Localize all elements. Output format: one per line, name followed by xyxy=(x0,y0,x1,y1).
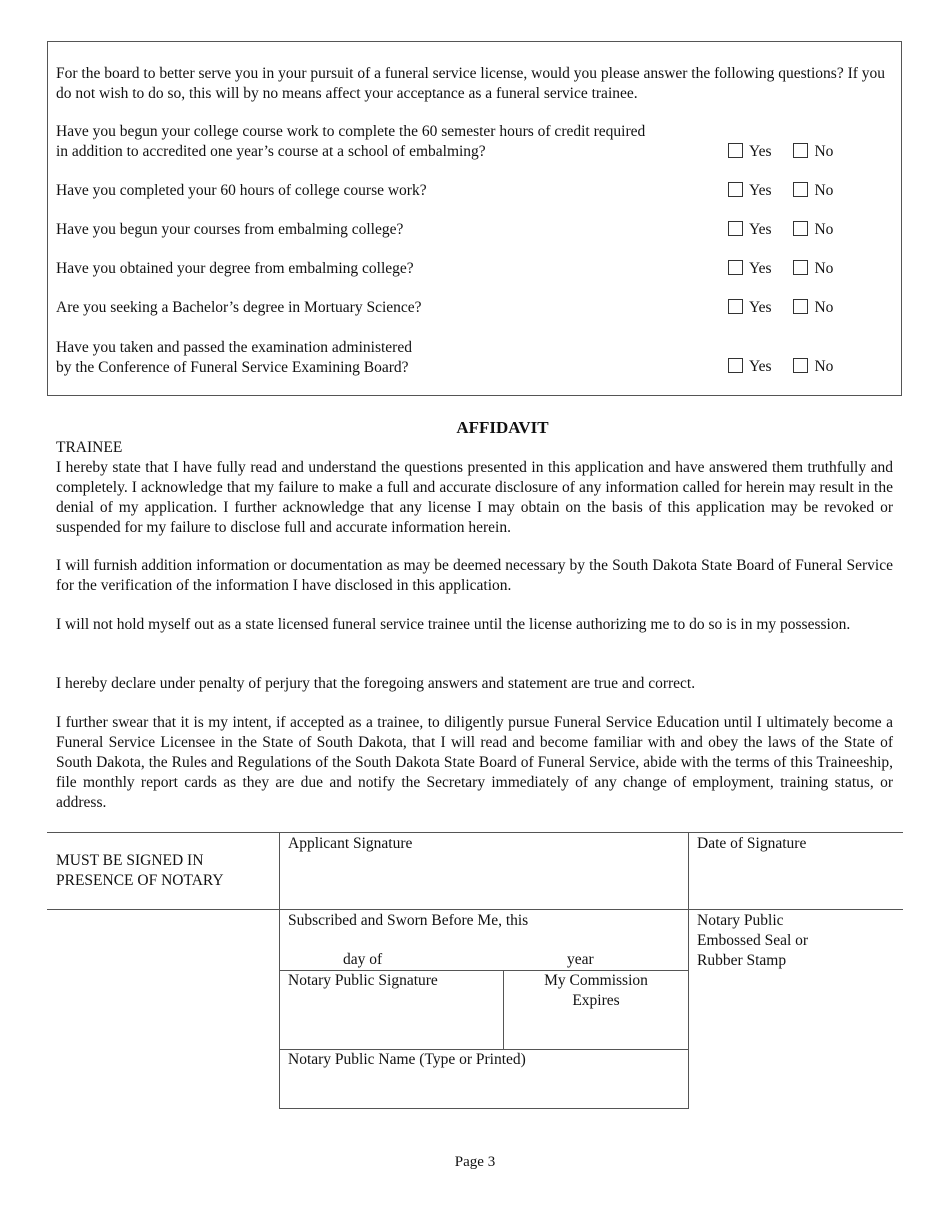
q1-no-option[interactable] xyxy=(793,142,833,162)
q1-no-label: No xyxy=(814,143,834,160)
commission-line-2: Expires xyxy=(572,992,620,1009)
question-6 xyxy=(56,338,736,378)
question-2: Have you completed your 60 hours of college course work? xyxy=(56,182,427,199)
questionnaire-intro: For the board to better serve you in your pursuit of a funeral service license, would you please answer the following questions? If you do not wish to do so, this will by no means affect your acceptance as a funeral service trainee. xyxy=(56,65,886,102)
q5-no-checkbox[interactable] xyxy=(793,299,808,314)
question-1-answer xyxy=(728,142,851,162)
q6-yes-label: Yes xyxy=(749,358,772,375)
table-top-border xyxy=(47,832,903,833)
notary-seal-area xyxy=(697,911,808,971)
q3-yes-option[interactable] xyxy=(728,220,772,240)
notary-seal-line-1: Notary Public xyxy=(697,912,784,929)
page-number: Page 3 xyxy=(454,1154,496,1170)
q3-no-checkbox[interactable] xyxy=(793,221,808,236)
question-4-answer xyxy=(728,259,851,279)
q5-no-label: No xyxy=(814,299,834,316)
commission-line-1: My Commission xyxy=(544,972,648,989)
question-1 xyxy=(56,122,736,162)
question-5-answer xyxy=(728,298,851,318)
question-1-line-1: Have you begun your college course work to complete the 60 semester hours of credit required xyxy=(56,123,646,140)
notary-seal-line-3: Rubber Stamp xyxy=(697,952,787,969)
must-sign-line-1: MUST BE SIGNED IN xyxy=(56,852,204,869)
affidavit-paragraph-1: I hereby state that I have fully read and understand the questions presented in this application and have answered them truthfully and completely. I acknowledge that my failure to make a full and accurate disclosure of any information called for herein may result in the denial of my application. I further acknowledge that any license I may obtain on the basis of this application may be revoked or suspended for my failure to disclose full and accurate information herein. xyxy=(56,459,893,536)
notary-seal-line-2: Embossed Seal or xyxy=(697,932,809,949)
table-right-divider xyxy=(688,832,689,1109)
q4-no-option[interactable] xyxy=(793,259,833,279)
q5-yes-label: Yes xyxy=(749,299,772,316)
table-row-divider xyxy=(47,909,903,910)
affidavit-paragraph-4: I hereby declare under penalty of perjury that the foregoing answers and statement are true and correct. xyxy=(56,675,696,692)
date-of-signature-field[interactable] xyxy=(697,834,897,906)
applicant-signature-field[interactable] xyxy=(288,834,683,906)
applicant-signature-label: Applicant Signature xyxy=(288,835,413,852)
questionnaire-box xyxy=(47,41,902,396)
year-label: year xyxy=(567,951,594,968)
affidavit-paragraph-5: I further swear that it is my intent, if accepted as a trainee, to diligently pursue Funeral Service Education until I ultimately become a Funeral Service Licensee in the State of South Dakota, that I will read and become familiar with and obey the laws of the State of South Dakota, the Rules and Regulations of the South Dakota State Board of Funeral Service, abide with the terms of this Traineeship, file monthly report cards as they are due and notify the Secretary immediately of any change of employment, training status, or address. xyxy=(56,714,893,811)
sworn-before-label: Subscribed and Sworn Before Me, this xyxy=(288,912,529,929)
q1-yes-label: Yes xyxy=(749,143,772,160)
q2-no-label: No xyxy=(814,182,834,199)
q2-yes-checkbox[interactable] xyxy=(728,182,743,197)
date-of-signature-label: Date of Signature xyxy=(697,835,807,852)
q3-no-label: No xyxy=(814,221,834,238)
q6-yes-checkbox[interactable] xyxy=(728,358,743,373)
question-6-line-2: by the Conference of Funeral Service Examining Board? xyxy=(56,359,409,376)
question-1-line-2: in addition to accredited one year’s course at a school of embalming? xyxy=(56,143,486,160)
commission-expires-field[interactable] xyxy=(504,971,688,1045)
q2-no-checkbox[interactable] xyxy=(793,182,808,197)
notary-name-label: Notary Public Name (Type or Printed) xyxy=(288,1051,526,1068)
q1-yes-option[interactable] xyxy=(728,142,772,162)
q6-no-checkbox[interactable] xyxy=(793,358,808,373)
question-6-line-1: Have you taken and passed the examination administered xyxy=(56,339,412,356)
q1-no-checkbox[interactable] xyxy=(793,143,808,158)
affidavit-subtitle: TRAINEE xyxy=(56,439,123,456)
q5-no-option[interactable] xyxy=(793,298,833,318)
notary-name-field[interactable] xyxy=(288,1050,683,1105)
question-4: Have you obtained your degree from embalming college? xyxy=(56,260,414,277)
q2-yes-label: Yes xyxy=(749,182,772,199)
q3-yes-label: Yes xyxy=(749,221,772,238)
q3-yes-checkbox[interactable] xyxy=(728,221,743,236)
table-left-divider xyxy=(279,832,280,1109)
day-of-label: day of xyxy=(343,951,383,968)
q4-yes-checkbox[interactable] xyxy=(728,260,743,275)
affidavit-paragraph-3: I will not hold myself out as a state licensed funeral service trainee until the license authorizing me to do so is in my possession. xyxy=(56,616,851,633)
q6-no-option[interactable] xyxy=(793,357,833,377)
q6-no-label: No xyxy=(814,358,834,375)
q4-no-label: No xyxy=(814,260,834,277)
q5-yes-checkbox[interactable] xyxy=(728,299,743,314)
q4-yes-option[interactable] xyxy=(728,259,772,279)
affidavit-paragraph-2: I will furnish addition information or documentation as may be deemed necessary by the South Dakota State Board of Funeral Service for the verification of the information I have disclosed in this application. xyxy=(56,557,893,594)
q5-yes-option[interactable] xyxy=(728,298,772,318)
table-bottom-border xyxy=(279,1108,689,1109)
q4-no-checkbox[interactable] xyxy=(793,260,808,275)
notary-signature-label: Notary Public Signature xyxy=(288,972,438,989)
question-2-answer xyxy=(728,181,851,201)
question-5: Are you seeking a Bachelor’s degree in Mortuary Science? xyxy=(56,299,422,316)
notary-signature-field[interactable] xyxy=(288,971,498,1045)
q1-yes-checkbox[interactable] xyxy=(728,143,743,158)
must-sign-notice xyxy=(56,851,224,891)
q2-yes-option[interactable] xyxy=(728,181,772,201)
question-3: Have you begun your courses from embalming college? xyxy=(56,221,404,238)
affidavit-title: AFFIDAVIT xyxy=(456,418,549,437)
question-6-answer xyxy=(728,357,851,377)
question-3-answer xyxy=(728,220,851,240)
q2-no-option[interactable] xyxy=(793,181,833,201)
must-sign-line-2: PRESENCE OF NOTARY xyxy=(56,872,224,889)
q6-yes-option[interactable] xyxy=(728,357,772,377)
q4-yes-label: Yes xyxy=(749,260,772,277)
q3-no-option[interactable] xyxy=(793,220,833,240)
